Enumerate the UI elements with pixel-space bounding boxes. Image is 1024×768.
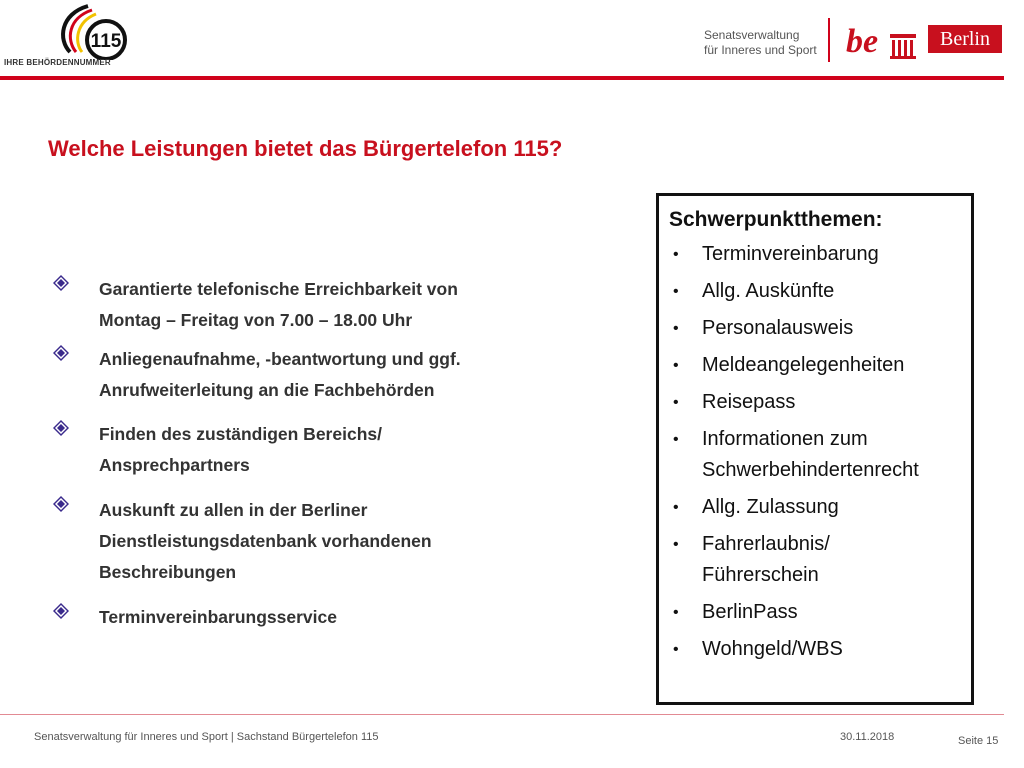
list-item: • Personalausweis xyxy=(659,313,971,344)
diamond-bullet-icon xyxy=(52,602,70,620)
list-item: • Allg. Zulassung xyxy=(659,492,971,523)
diamond-bullet-icon xyxy=(52,419,70,437)
berlin-wordmark: Berlin xyxy=(928,25,1002,53)
logo-115 xyxy=(0,0,150,72)
department-line-2: für Inneres und Sport xyxy=(704,43,817,57)
list-item: • Terminvereinbarung xyxy=(659,239,971,270)
list-item: • Fahrerlaubnis/ Führerschein xyxy=(659,529,971,591)
bullet-dot-icon: • xyxy=(673,394,679,411)
bullet-dot-icon: • xyxy=(673,357,679,374)
logo-115-icon xyxy=(0,0,150,60)
department-name xyxy=(704,28,817,58)
bullet-dot-icon: • xyxy=(673,499,679,516)
svg-text:115: 115 xyxy=(90,31,122,52)
diamond-bullet-icon xyxy=(52,495,70,513)
footer-date: 30.11.2018 xyxy=(840,731,895,743)
page-number: Seite 15 xyxy=(958,735,999,747)
diamond-bullet-icon xyxy=(52,344,70,362)
header-rule xyxy=(0,76,1004,80)
list-item: • Wohngeld/WBS xyxy=(659,634,971,665)
service-text: Garantierte telefonische Erreichbarkeit von Montag – Freitag von 7.00 – 18.00 Uhr xyxy=(99,279,458,330)
bullet-dot-icon: • xyxy=(673,283,679,300)
service-text: Finden des zuständigen Bereichs/ Ansprechpartners xyxy=(99,424,382,475)
bullet-dot-icon: • xyxy=(673,536,679,553)
list-item: • BerlinPass xyxy=(659,597,971,628)
list-item: • Meldeangelegenheiten xyxy=(659,350,971,381)
bullet-dot-icon: • xyxy=(673,246,679,263)
page-title: Welche Leistungen bietet das Bürgertelefon 115? xyxy=(48,136,563,161)
focus-topics-box xyxy=(656,193,974,705)
bullet-dot-icon: • xyxy=(673,604,679,621)
list-item: • Allg. Auskünfte xyxy=(659,276,971,307)
focus-title: Schwerpunktthemen: xyxy=(669,208,883,231)
list-item: • Reisepass xyxy=(659,387,971,418)
list-item: • Informationen zum Schwerbehindertenrecht xyxy=(659,424,971,486)
header-divider xyxy=(828,18,830,62)
department-line-1: Senatsverwaltung xyxy=(704,28,800,42)
footer-rule xyxy=(0,714,1004,715)
svg-text:be: be xyxy=(846,23,879,60)
focus-list xyxy=(659,239,971,671)
service-text: Terminvereinbarungsservice xyxy=(99,607,337,627)
diamond-bullet-icon xyxy=(52,274,70,292)
bullet-dot-icon: • xyxy=(673,641,679,658)
brandenburg-gate-icon xyxy=(846,20,918,62)
footer-text: Senatsverwaltung für Inneres und Sport | Sachstand Bürgertelefon 115 xyxy=(34,731,379,743)
bullet-dot-icon: • xyxy=(673,431,679,448)
be-berlin-logo xyxy=(846,20,918,62)
service-text: Auskunft zu allen in der Berliner Dienstleistungsdatenbank vorhandenen Beschreibungen xyxy=(99,500,432,582)
bullet-dot-icon: • xyxy=(673,320,679,337)
logo-caption: IHRE BEHÖRDENNUMMER xyxy=(4,58,111,67)
service-text: Anliegenaufnahme, -beantwortung und ggf. Anrufweiterleitung an die Fachbehörden xyxy=(99,349,461,400)
